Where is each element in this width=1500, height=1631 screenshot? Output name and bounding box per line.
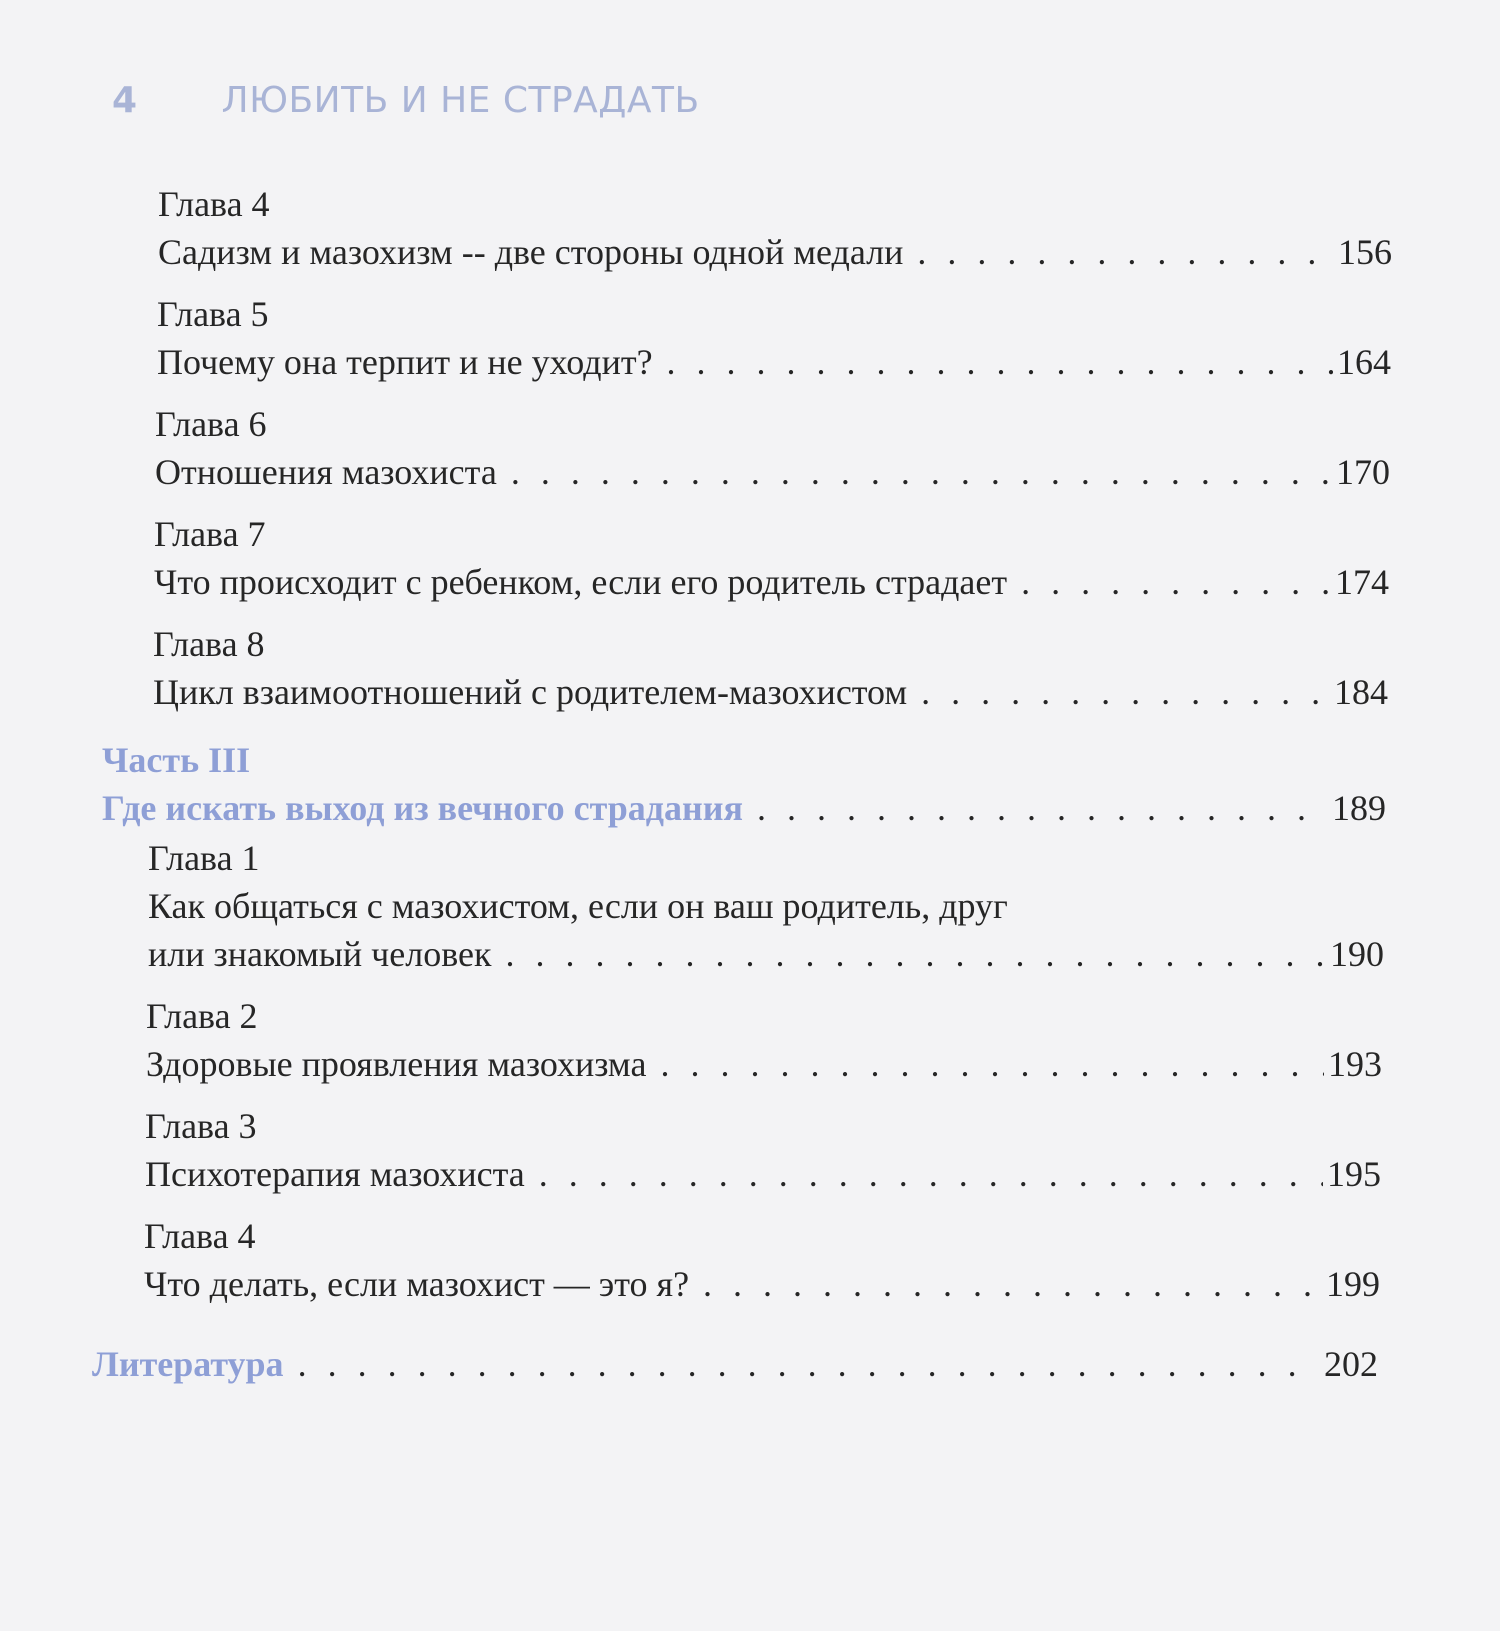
toc-chapter xyxy=(0,292,1500,388)
page-ref: 184 xyxy=(1334,672,1388,712)
toc-entry xyxy=(153,666,1388,718)
chapter-label: Глава 4 xyxy=(158,184,270,224)
page-ref: 189 xyxy=(1332,788,1386,828)
chapter-label: Глава 5 xyxy=(157,294,269,334)
dot-leader xyxy=(298,1338,1320,1390)
dot-leader xyxy=(505,928,1326,980)
toc-chapter xyxy=(0,182,1500,278)
chapter-title-line: Как общаться с мазохистом, если он ваш родитель, друг xyxy=(148,886,1008,926)
toc-chapter xyxy=(0,402,1500,498)
dot-leader xyxy=(757,782,1328,834)
toc-chapter xyxy=(0,994,1500,1090)
part-label: Часть III xyxy=(102,740,251,780)
toc-entry xyxy=(155,446,1390,498)
chapter-label: Глава 2 xyxy=(146,996,258,1036)
page-ref: 193 xyxy=(1328,1044,1382,1084)
toc-literature xyxy=(0,1338,1500,1390)
page-ref: 199 xyxy=(1326,1264,1380,1304)
chapter-label: Глава 7 xyxy=(154,514,266,554)
chapter-title: Отношения мазохиста xyxy=(155,452,497,492)
chapter-title: или знакомый человек xyxy=(148,934,492,974)
part-title: Где искать выход из вечного страдания xyxy=(102,788,743,828)
chapter-title: Здоровые проявления мазохизма xyxy=(146,1044,647,1084)
table-of-contents xyxy=(0,182,1500,1404)
dot-leader xyxy=(660,1038,1324,1090)
page-ref: 164 xyxy=(1337,342,1391,382)
chapter-label: Глава 3 xyxy=(145,1106,257,1146)
toc-entry xyxy=(92,1338,1378,1390)
dot-leader xyxy=(539,1148,1323,1200)
page-number: 4 xyxy=(112,80,138,121)
page-ref: 174 xyxy=(1335,562,1389,602)
dot-leader xyxy=(1021,556,1331,608)
toc-entry xyxy=(145,1148,1381,1200)
chapter-label: Глава 1 xyxy=(148,838,260,878)
dot-leader xyxy=(703,1258,1322,1310)
chapter-label: Глава 8 xyxy=(153,624,265,664)
chapter-label: Глава 6 xyxy=(155,404,267,444)
page-ref: 202 xyxy=(1324,1344,1378,1384)
page-ref: 156 xyxy=(1338,232,1392,272)
toc-entry xyxy=(158,226,1392,278)
toc-chapter xyxy=(0,836,1500,980)
page-ref: 170 xyxy=(1336,452,1390,492)
toc-chapter xyxy=(0,622,1500,718)
toc-entry xyxy=(102,782,1386,834)
chapter-label: Глава 4 xyxy=(144,1216,256,1256)
chapter-title: Цикл взаимоотношений с родителем-мазохистом xyxy=(153,672,908,712)
toc-entry xyxy=(146,1038,1382,1090)
dot-leader xyxy=(511,446,1332,498)
book-title: ЛЮБИТЬ И НЕ СТРАДАТЬ xyxy=(221,80,700,121)
chapter-title: Что делать, если мазохист — это я? xyxy=(144,1264,690,1304)
toc-chapter xyxy=(0,1104,1500,1200)
literature-title: Литература xyxy=(92,1344,284,1384)
running-head xyxy=(112,80,700,121)
toc-entry xyxy=(157,336,1391,388)
toc-entry xyxy=(154,556,1389,608)
toc-part xyxy=(0,738,1500,834)
page-ref: 190 xyxy=(1330,934,1384,974)
dot-leader xyxy=(667,336,1333,388)
toc-chapter xyxy=(0,1214,1500,1310)
page-ref: 195 xyxy=(1327,1154,1381,1194)
chapter-title: Что происходит с ребенком, если его родитель страдает xyxy=(154,562,1008,602)
toc-entry xyxy=(148,928,1384,980)
chapter-title: Почему она терпит и не уходит? xyxy=(157,342,653,382)
chapter-title: Психотерапия мазохиста xyxy=(145,1154,525,1194)
dot-leader xyxy=(921,666,1330,718)
dot-leader xyxy=(917,226,1334,278)
toc-entry xyxy=(144,1258,1380,1310)
toc-chapter xyxy=(0,512,1500,608)
chapter-title: Садизм и мазохизм -- две стороны одной медали xyxy=(158,232,904,272)
